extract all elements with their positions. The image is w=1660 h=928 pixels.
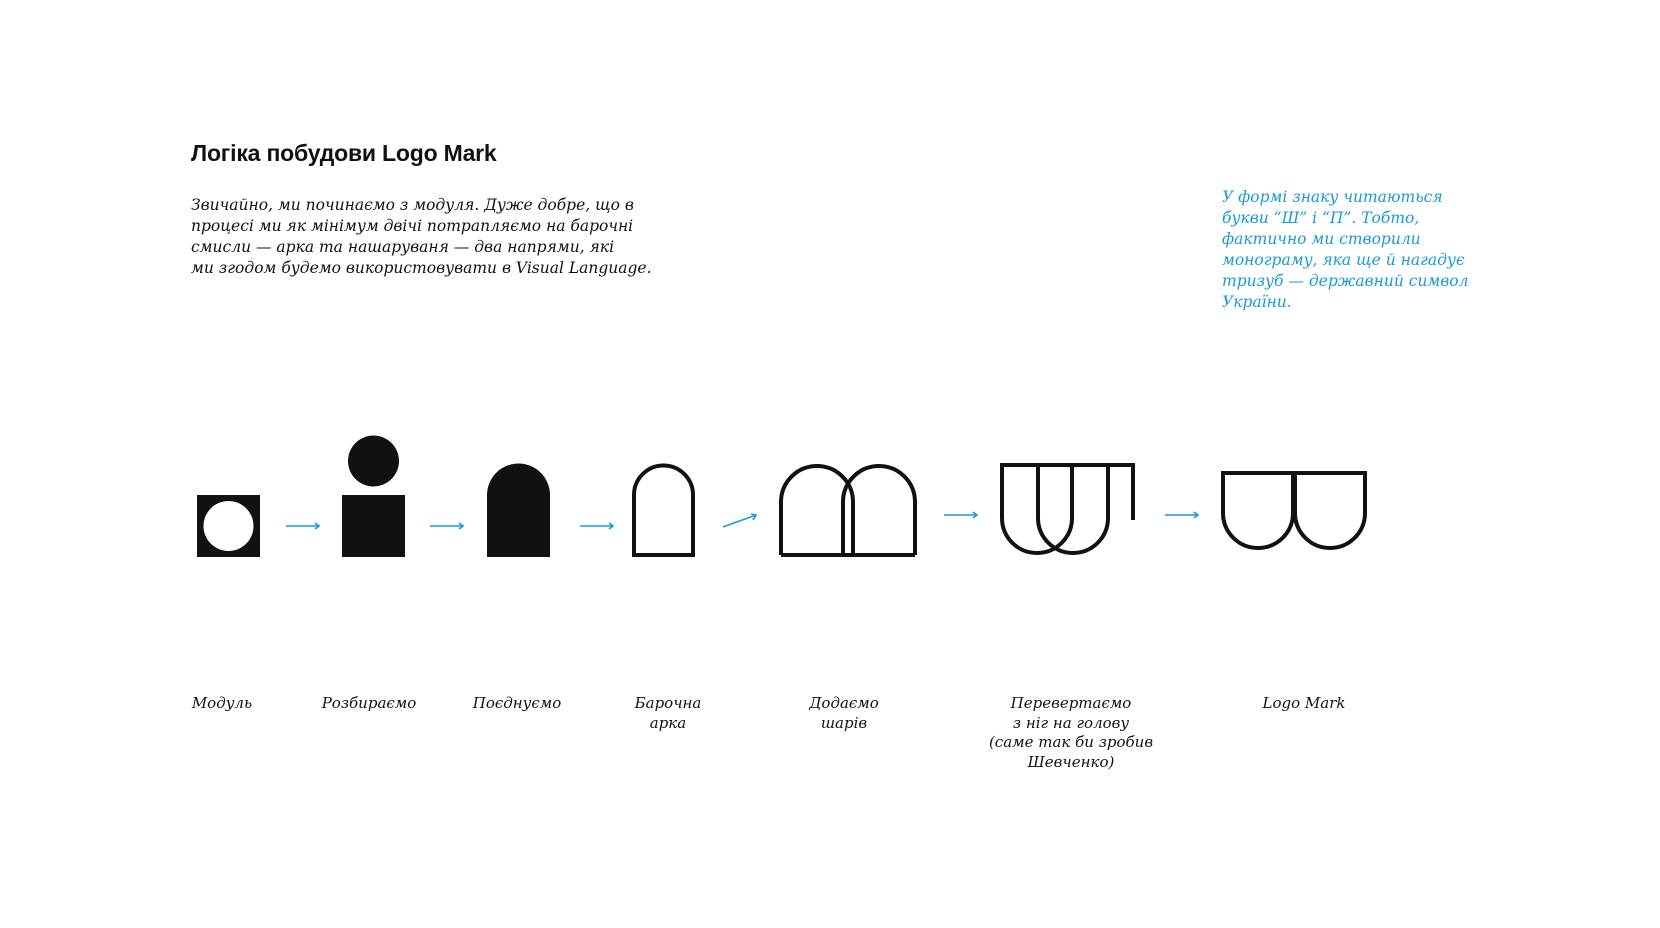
step-label-baroque-arch <box>568 694 768 733</box>
intro-line: процесі ми як мінімум двічі потрапляємо на барочні <box>191 217 634 235</box>
arrow-icon <box>1165 512 1198 518</box>
step-label-layered <box>744 694 944 733</box>
step-label-line: шарів <box>820 713 868 732</box>
step-label-line: Додаємо <box>809 694 879 712</box>
arrow-icon <box>286 523 319 529</box>
arrow-icon <box>723 514 756 527</box>
step-label-inverted <box>971 694 1171 772</box>
step-label-line: Шевченко) <box>1027 752 1115 771</box>
note-line: монограму, яка ще й нагадує <box>1222 251 1465 269</box>
module-icon <box>197 495 260 557</box>
disassembled-icon <box>342 436 405 558</box>
step-label-line: (саме так би зробив <box>988 733 1154 751</box>
combined-icon <box>487 464 550 557</box>
step-label-line: арка <box>649 713 687 732</box>
note-line: тризуб — державний символ <box>1222 272 1469 290</box>
step-label-line: Модуль <box>191 694 253 712</box>
step-label-logo-mark <box>1204 694 1404 714</box>
step-label-line: Барочна <box>634 694 702 712</box>
step-label-line: Перевертаємо <box>1010 694 1132 712</box>
step-label-line: Розбираємо <box>321 694 417 712</box>
arrow-icon <box>580 523 613 529</box>
intro-line: ми згодом будемо використовувати в Visual Language. <box>191 259 652 277</box>
logo-mark-icon <box>1221 473 1367 548</box>
layered-arches-icon <box>781 466 915 555</box>
arrow-icon <box>430 523 463 529</box>
arrow-icon <box>944 512 977 518</box>
inverted-arches-icon <box>1000 465 1135 553</box>
baroque-arch-icon <box>634 466 693 556</box>
step-label-line: Поєднуємо <box>472 694 562 712</box>
intro-line: смисли — арка та нашаруваня — два напрями, які <box>191 238 615 256</box>
intro-line: Звичайно, ми починаємо з модуля. Дуже добре, що в <box>191 196 634 214</box>
note-line: букви “Ш” і “П”. Тобто, <box>1222 209 1420 227</box>
note-line: фактично ми створили <box>1222 230 1421 248</box>
step-label-line: Logo Mark <box>1262 694 1346 712</box>
note-line: України. <box>1222 293 1292 311</box>
note-line: У формі знаку читаються <box>1222 188 1443 206</box>
page-title: Логіка побудови Logo Mark <box>191 140 497 166</box>
step-label-line: з ніг на голову <box>1012 713 1130 732</box>
